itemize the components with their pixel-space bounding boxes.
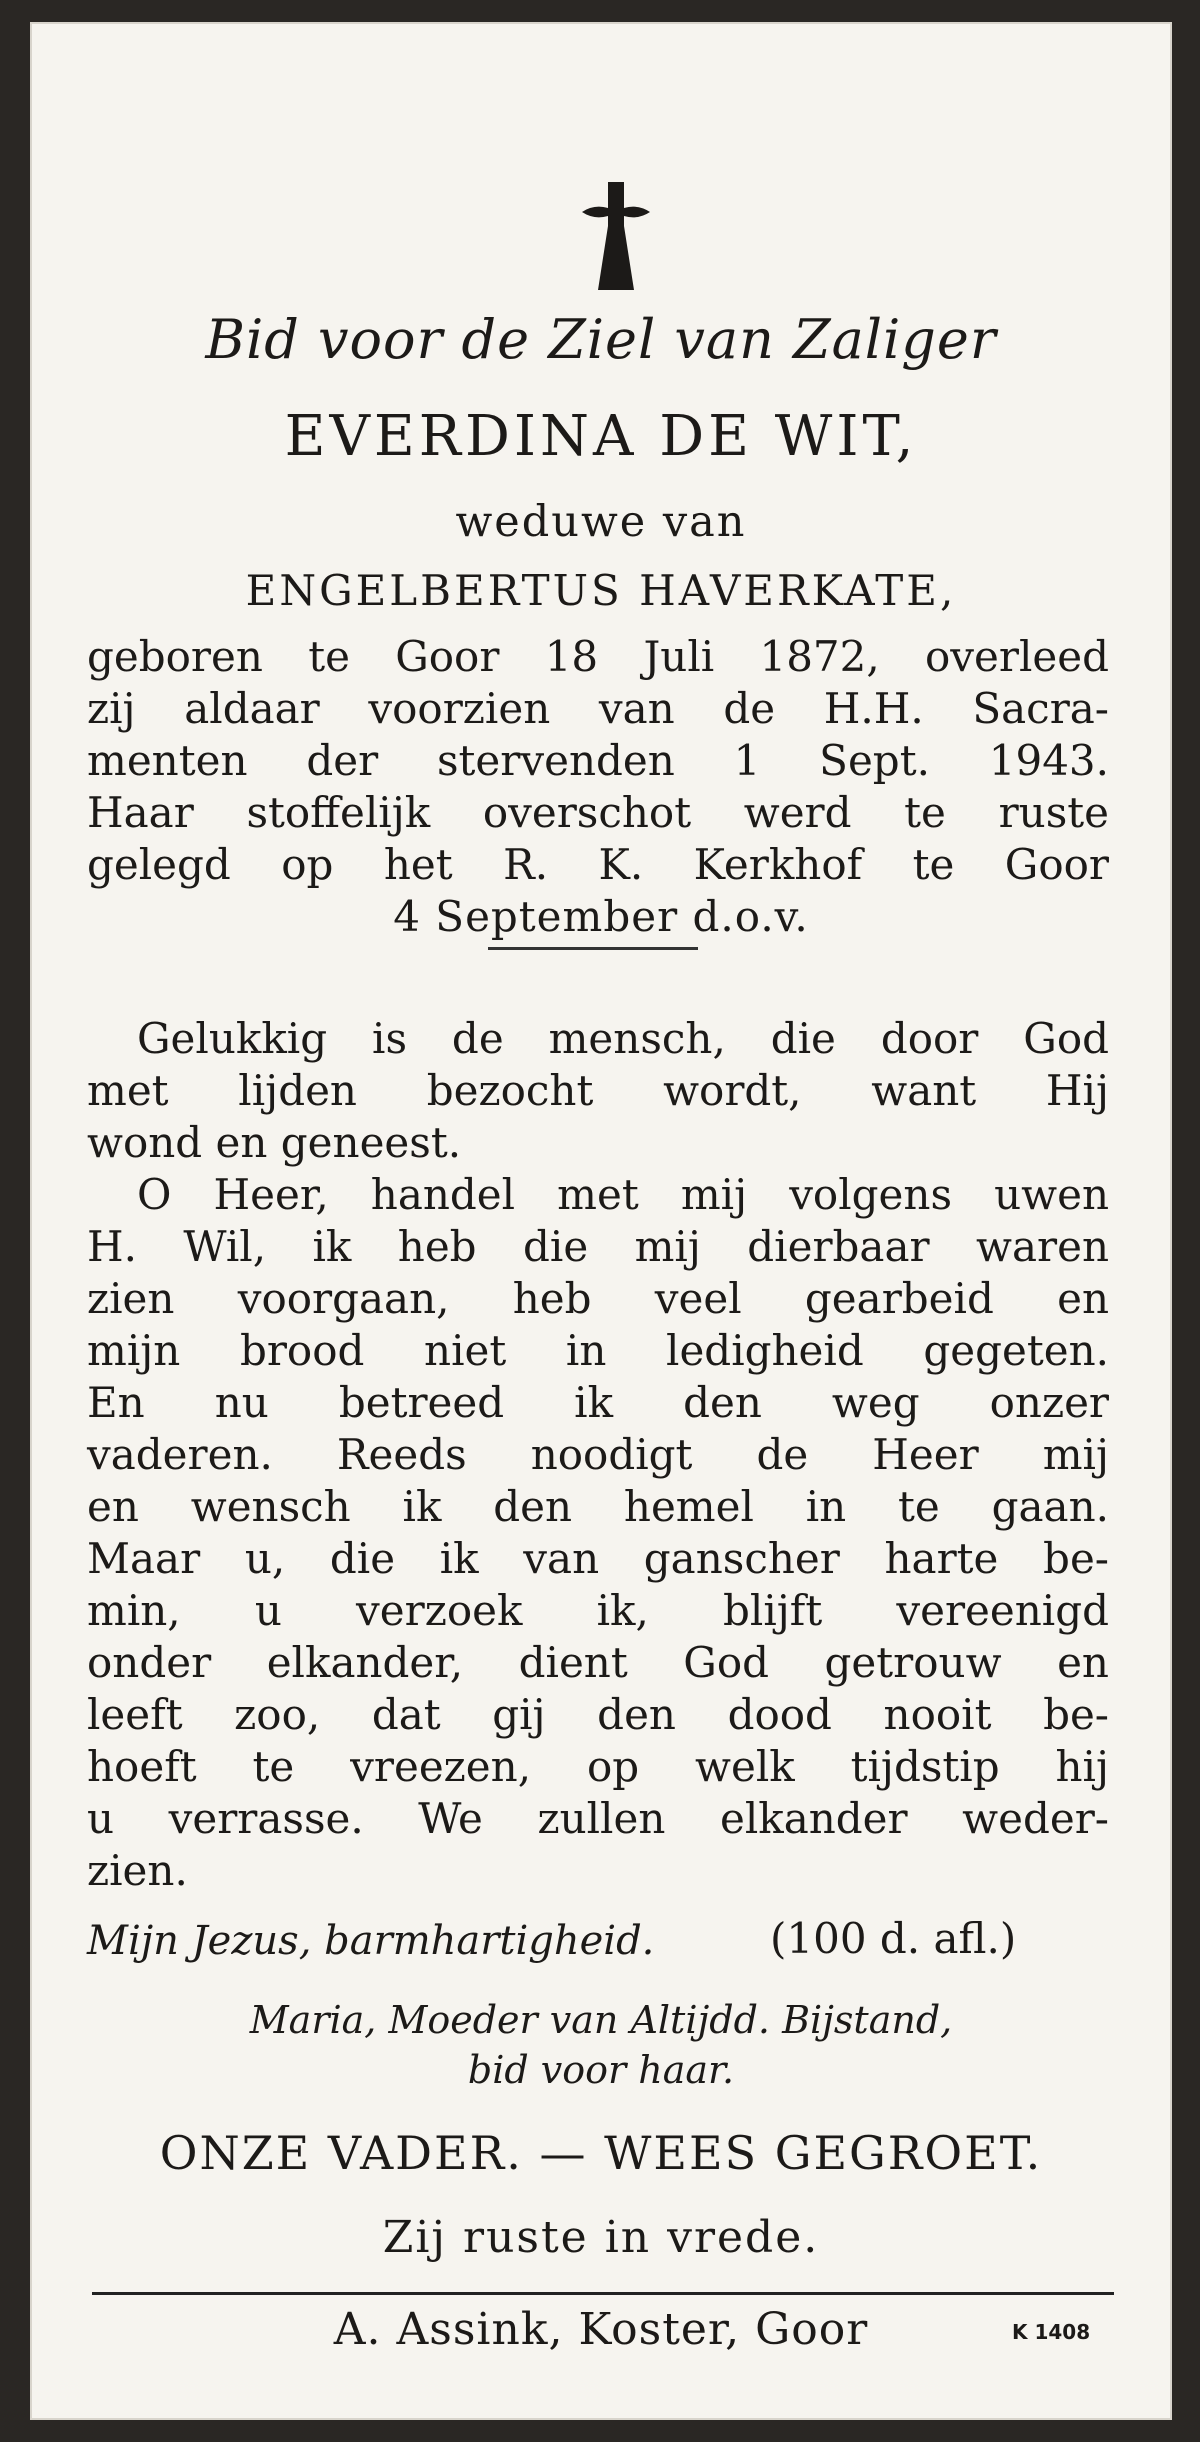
verse-line: En nu betreed ik den weg onzer xyxy=(87,1378,1109,1427)
printer-line: A. Assink, Koster, Goor xyxy=(333,2304,869,2355)
verse-line: Gelukkig is de mensch, die door God xyxy=(137,1014,1109,1063)
bio-line: Haar stoffelijk overschot werd te ruste xyxy=(87,788,1109,837)
prayer-italic: Mijn Jezus, barmhartigheid. xyxy=(87,1918,655,1964)
maria-line: Maria, Moeder van Altijdd. Bijstand, xyxy=(249,1998,953,2042)
bid-line: bid voor haar. xyxy=(467,2048,735,2092)
card-heading: Bid voor de Ziel van Zaliger xyxy=(205,308,997,371)
verse-line: en wensch ik den hemel in te gaan. xyxy=(87,1482,1109,1531)
spouse-name: ENGELBERTUS HAVERKATE, xyxy=(245,566,957,615)
verse-line: O Heer, handel met mij volgens uwen xyxy=(137,1170,1109,1219)
verse-line: vaderen. Reeds noodigt de Heer mij xyxy=(87,1430,1109,1479)
bio-last-line: 4 September d.o.v. xyxy=(393,892,809,941)
footer-rule xyxy=(92,2292,1114,2295)
relation-text: weduwe van xyxy=(455,497,747,547)
verse-line: mijn brood niet in ledigheid gegeten. xyxy=(87,1326,1109,1375)
verse-line: met lijden bezocht wordt, want Hij xyxy=(87,1066,1109,1115)
indulgence-note: (100 d. afl.) xyxy=(770,1914,1017,1963)
divider xyxy=(488,947,698,950)
verse-line: onder elkander, dient God getrouw en xyxy=(87,1638,1109,1687)
print-code: K 1408 xyxy=(1012,2320,1091,2344)
verse-line: wond en geneest. xyxy=(87,1118,462,1167)
verse-line: Maar u, die ik van ganscher harte be- xyxy=(87,1534,1109,1583)
rest-line: Zij ruste in vrede. xyxy=(382,2212,820,2263)
verse-line: min, u verzoek ik, blijft vereenigd xyxy=(87,1586,1109,1635)
bio-line: zij aldaar voorzien van de H.H. Sacra- xyxy=(87,684,1109,733)
verse-line: hoeft te vreezen, op welk tijdstip hij xyxy=(87,1742,1109,1791)
prayers-line: ONZE VADER. — WEES GEGROET. xyxy=(159,2126,1043,2180)
memorial-card xyxy=(30,22,1172,2420)
verse-line: zien. xyxy=(87,1846,188,1895)
verse-line: leeft zoo, dat gij den dood nooit be- xyxy=(87,1690,1109,1739)
verse-line: H. Wil, ik heb die mij dierbaar waren xyxy=(87,1222,1109,1271)
bio-line: menten der stervenden 1 Sept. 1943. xyxy=(87,736,1109,785)
bio-line: gelegd op het R. K. Kerkhof te Goor xyxy=(87,840,1109,889)
deceased-name: EVERDINA DE WIT, xyxy=(284,404,918,469)
verse-line: u verrasse. We zullen elkander weder- xyxy=(87,1794,1109,1843)
bio-line: geboren te Goor 18 Juli 1872, overleed xyxy=(87,632,1109,681)
verse-line: zien voorgaan, heb veel gearbeid en xyxy=(87,1274,1109,1323)
cross-icon xyxy=(582,182,650,290)
